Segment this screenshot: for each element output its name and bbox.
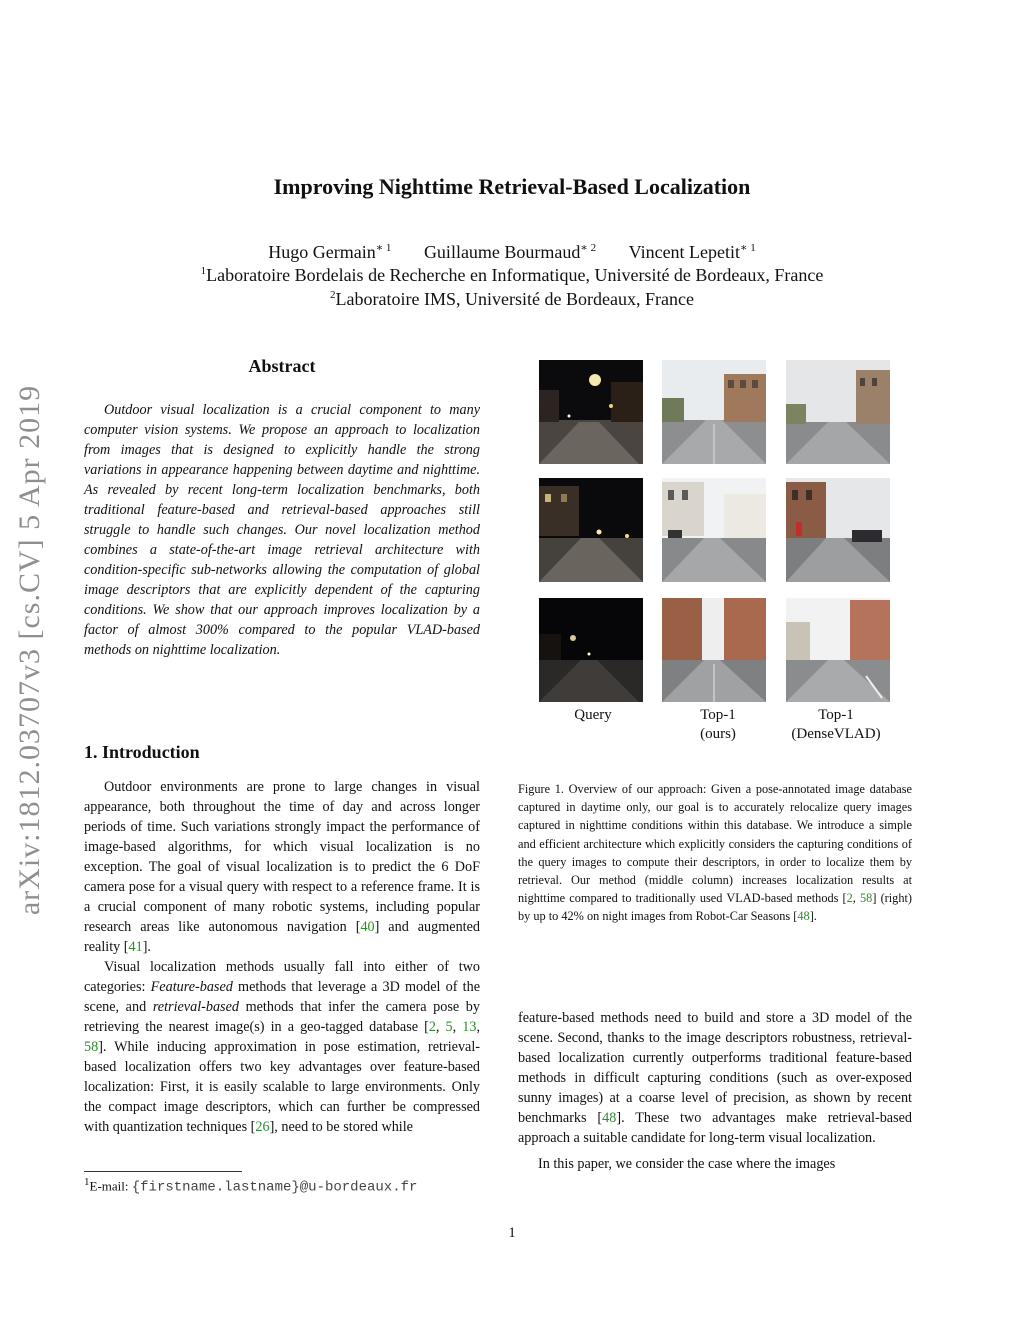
citation-link[interactable]: 41 — [128, 939, 143, 955]
citation-link[interactable]: 5 — [445, 1019, 453, 1035]
citation-link[interactable]: 2 — [428, 1019, 436, 1035]
right-paragraph-1: feature-based methods need to build and store a 3D model of the scene. Second, thanks to the image descriptors robustness, retrieval-based localization currently outperforms traditional feature-based methods in difficult capturing conditions (such as over-exposed sunny images) at a coarse level of precision, as shown by recent benchmarks [48]. These two advantages make retrieval-based approach a suitable candidate for long-term visual localization. — [518, 1010, 912, 1146]
introduction-heading: 1. Introduction — [84, 742, 200, 762]
arxiv-stamp: arXiv:1812.03707v3 [cs.CV] 5 Apr 2019 — [13, 384, 46, 916]
figure-1-caption: Figure 1. Overview of our approach: Given a pose-annotated image database captured in daytime only, our goal is to accurately relocalize query images captured in nighttime conditions within this database. We introduce a simple and efficient architecture which explicitly considers the capturing conditions of the query images to compute their descriptors, in order to localize them by retrieval. Our method (middle column) increases localization results at nighttime compared to traditionally used VLAD-based methods [2, 58] (right) by up to 42% on night images from Robot-Car Seasons [48]. — [518, 782, 912, 924]
footnote-rule — [84, 1171, 242, 1172]
intro-paragraph-2: Visual localization methods usually fall into either of two categories: Feature-based methods that leverage a 3D model of the scene, and retrieval-based methods that infer the camera pose by retrieving the nearest image(s) in a geo-tagged database [2, 5, 13, 58]. While inducing approximation in pose estimation, retrieval-based localization offers two key advantages over feature-based localization: First, it is easily scalable to large environments. Only the compact image descriptors, which can further be compressed with quantization techniques [26], need to be stored while — [84, 959, 480, 1135]
ours-top1-image-3 — [662, 598, 766, 702]
citation-link[interactable]: 13 — [462, 1019, 477, 1035]
page-number: 1 — [508, 1225, 516, 1241]
affiliation-2: $^2$Laboratoire IMS, Université de Bordeaux, France — [330, 289, 694, 309]
author-list — [0, 241, 1024, 263]
affiliation-1: $^1$Laboratoire Bordelais de Recherche en Informatique, Université de Bordeaux, France — [200, 265, 824, 285]
citation-link[interactable]: 2 — [846, 891, 853, 906]
author-2: Guillaume Bourmaud$^{∗ 2}$ — [423, 242, 597, 262]
citation-link[interactable]: 58 — [860, 891, 873, 906]
densevlad-top1-image-3 — [786, 598, 890, 702]
ours-top1-image-2 — [662, 478, 766, 582]
densevlad-column-label-line2: (DenseVLAD) — [791, 726, 881, 742]
ours-top1-image-1 — [662, 360, 766, 464]
query-night-image-2 — [539, 478, 643, 582]
citation-link[interactable]: 26 — [255, 1119, 270, 1135]
query-column-label: Query — [574, 707, 612, 723]
email-address: {firstname.lastname}@u-bordeaux.fr — [131, 1179, 418, 1196]
author-1: Hugo Germain$^{∗ 1}$ — [268, 242, 392, 262]
ours-column-label-line2: (ours) — [700, 726, 736, 742]
paper-title: Improving Nighttime Retrieval-Based Localization — [273, 174, 751, 199]
right-paragraph-2: In this paper, we consider the case where the images — [538, 1156, 836, 1172]
query-night-image-3 — [539, 598, 643, 702]
citation-link[interactable]: 48 — [797, 909, 810, 924]
citation-link[interactable]: 58 — [84, 1039, 99, 1055]
introduction-body — [84, 777, 480, 1137]
abstract-text: Outdoor visual localization is a crucial component to many computer vision systems. We propose an approach to localization from images that is designed to explicitly handle the strong variations in appearance happening between daytime and nighttime. As revealed by recent long-term localization benchmarks, both traditional feature-based and retrieval-based approaches still struggle to handle such changes. Our novel localization method combines a state-of-the-art image retrieval architecture with condition-specific sub-networks allowing the computation of global image descriptors that are explicitly dependent of the capturing conditions. We show that our approach improves localization by a factor of almost 300% compared to the popular VLAD-based methods on nighttime localization. — [84, 402, 480, 658]
densevlad-top1-image-2 — [786, 478, 890, 582]
citation-link[interactable]: 40 — [360, 919, 375, 935]
densevlad-top1-image-1 — [786, 360, 890, 464]
abstract-heading: Abstract — [248, 356, 316, 376]
densevlad-column-label-line1: Top-1 — [818, 707, 854, 723]
footnote: $^1$E-mail: {firstname.lastname}@u-bordeaux.fr — [84, 1176, 418, 1196]
ours-column-label-line1: Top-1 — [700, 707, 736, 723]
right-column-body — [518, 1008, 912, 1174]
citation-link[interactable]: 48 — [602, 1110, 617, 1126]
query-night-image-1 — [539, 360, 643, 464]
intro-paragraph-1: Outdoor environments are prone to large changes in visual appearance, both throughout the time of day and across longer periods of time. Such variations strongly impact the performance of image-based algorithms, for which visual localization is no exception. The goal of visual localization is to predict the 6 DoF camera pose for a visual query with respect to a reference frame. It is a crucial component of many robotic systems, including popular research areas like autonomous navigation [40] and augmented reality [41]. — [84, 779, 480, 955]
author-3: Vincent Lepetit$^{∗ 1}$ — [628, 242, 756, 262]
